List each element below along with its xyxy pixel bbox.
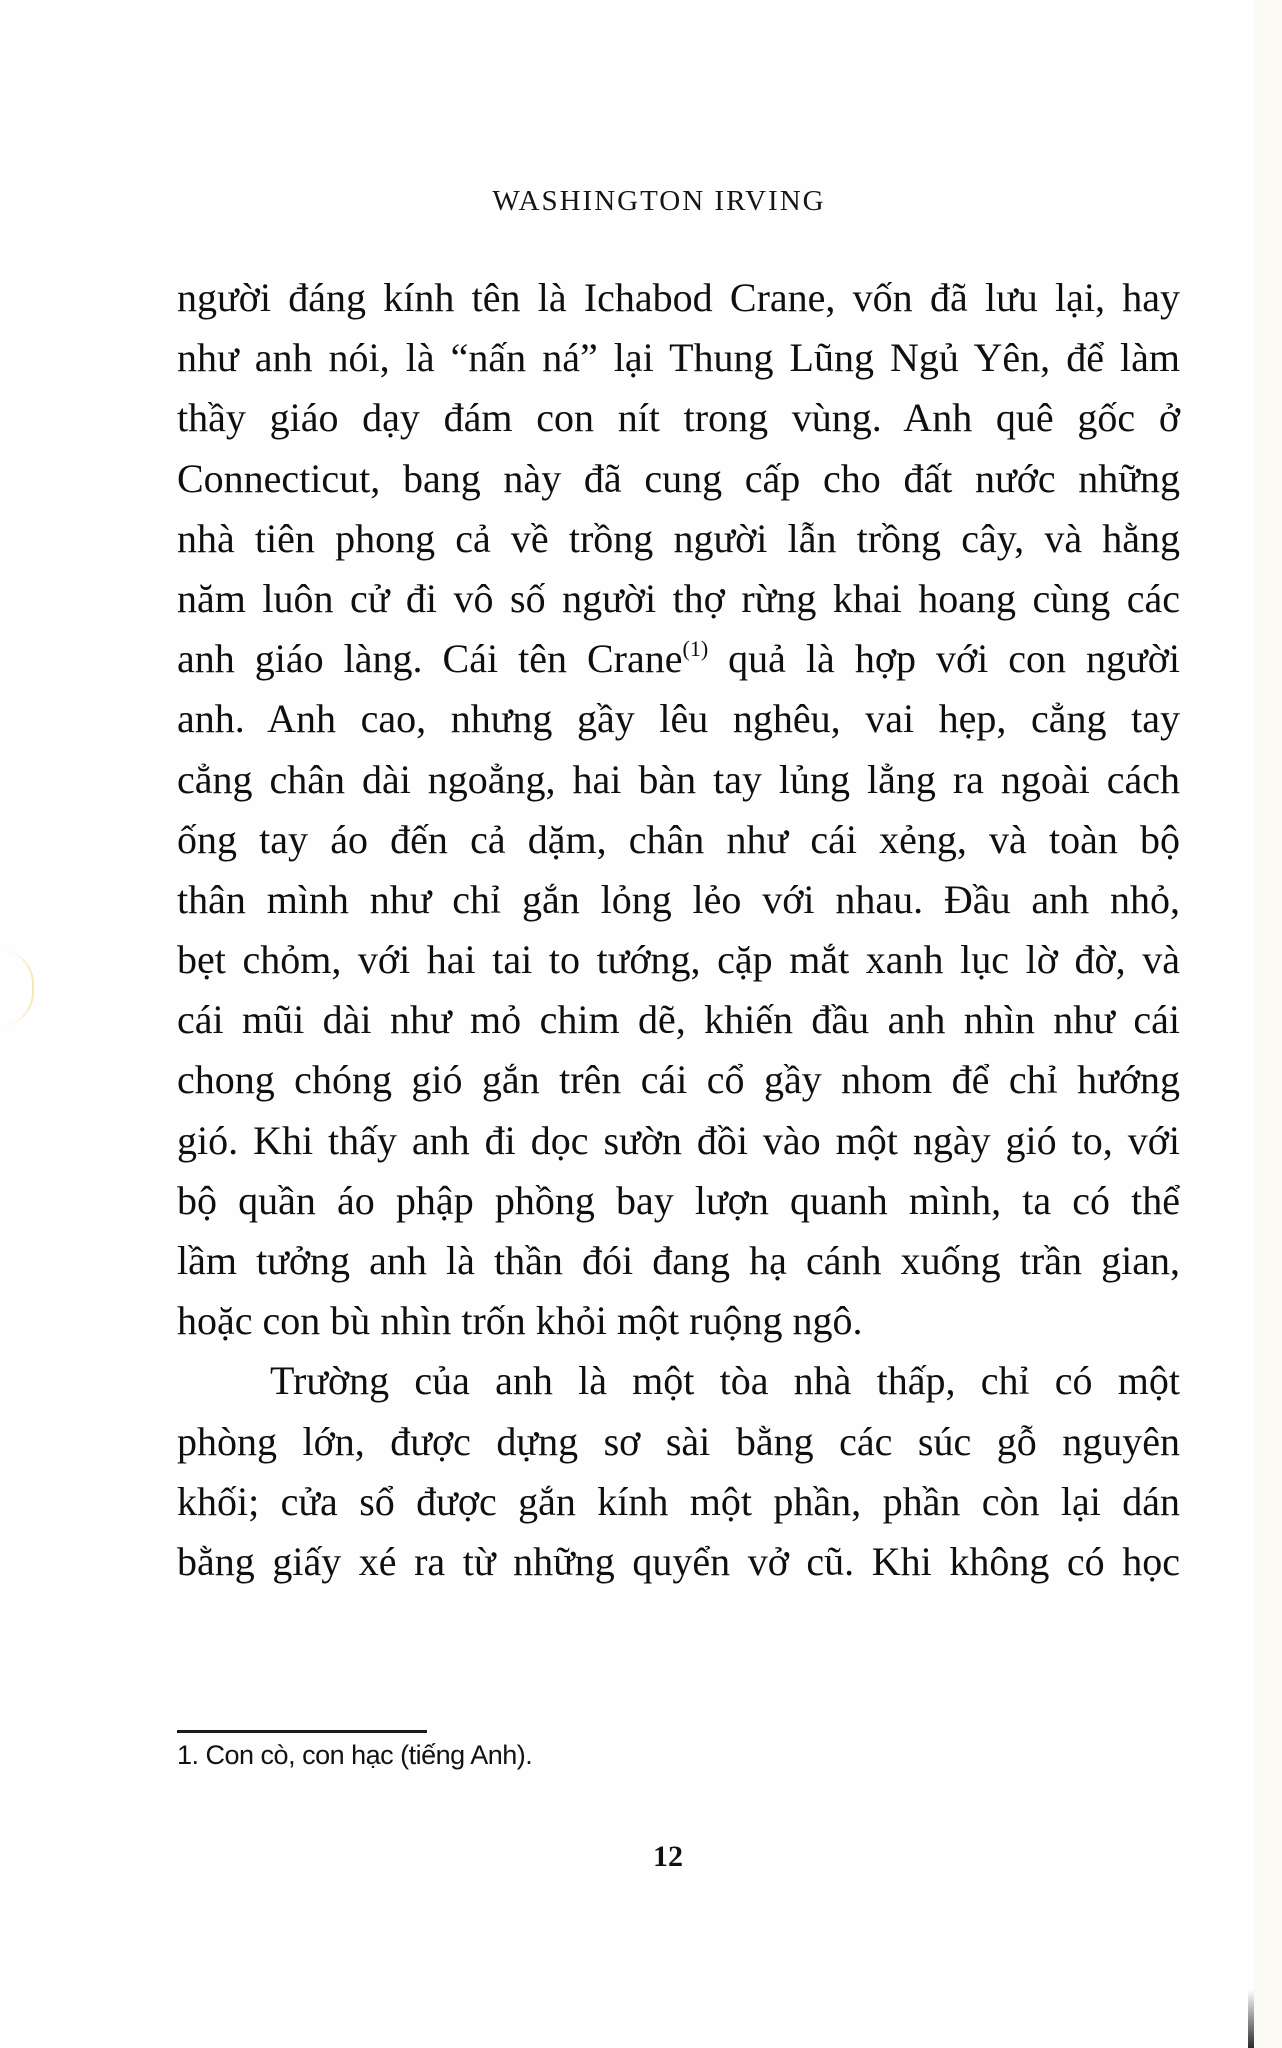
text-line: anh. Anh cao, nhưng gầy lêu nghêu, vai hẹp, cẳng tay: [177, 696, 1180, 742]
footnote-divider: [177, 1730, 427, 1733]
text-line: bộ quần áo phập phồng bay lượn quanh mình, ta có thể: [177, 1177, 1180, 1223]
footnote-reference[interactable]: (1): [682, 636, 709, 662]
text-line: như anh nói, là “nấn ná” lại Thung Lũng Ngủ Yên, để làm: [177, 335, 1180, 381]
text-line-paragraph-start: Trường của anh là một tòa nhà thấp, chỉ có một: [270, 1358, 1180, 1404]
text-line: cẳng chân dài ngoẳng, hai bàn tay lủng lẳng ra ngoài cách: [177, 756, 1180, 802]
text-line: thầy giáo dạy đám con nít trong vùng. Anh quê gốc ở: [177, 395, 1180, 441]
text-line: bằng giấy xé ra từ những quyển vở cũ. Khi không có học: [177, 1538, 1180, 1584]
page-edge-shadow: [1248, 1990, 1254, 2048]
page-edge: [1254, 0, 1282, 2048]
text-line-paragraph-end: hoặc con bù nhìn trốn khỏi một ruộng ngô.: [177, 1298, 863, 1344]
text-line: ống tay áo đến cả dặm, chân như cái xẻng, và toàn bộ: [177, 816, 1180, 862]
paper-stain: [0, 950, 34, 1026]
text-line: Connecticut, bang này đã cung cấp cho đất nước những: [177, 455, 1180, 501]
text-line: người đáng kính tên là Ichabod Crane, vốn đã lưu lại, hay: [177, 275, 1180, 320]
text-line: phòng lớn, được dựng sơ sài bằng các súc gỗ nguyên: [177, 1418, 1180, 1464]
text-line: năm luôn cử đi vô số người thợ rừng khai hoang cùng các: [177, 575, 1180, 621]
text-line: khối; cửa sổ được gắn kính một phần, phần còn lại dán: [177, 1478, 1180, 1524]
running-head: WASHINGTON IRVING: [492, 185, 826, 217]
text-line: lầm tưởng anh là thần đói đang hạ cánh xuống trần gian,: [177, 1238, 1180, 1283]
text-line: cái mũi dài như mỏ chim dẽ, khiến đầu anh nhìn như cái: [177, 997, 1180, 1043]
text-line: bẹt chỏm, với hai tai to tướng, cặp mắt xanh lục lờ đờ, và: [177, 937, 1180, 983]
page-number: 12: [653, 1840, 683, 1873]
text-line: nhà tiên phong cả về trồng người lẫn trồng cây, và hằng: [177, 515, 1180, 561]
text-line: thân mình như chỉ gắn lỏng lẻo với nhau. Đầu anh nhỏ,: [177, 876, 1180, 922]
body-text: [177, 268, 1180, 1592]
text-line: chong chóng gió gắn trên cái cổ gầy nhom để chỉ hướng: [177, 1057, 1180, 1103]
text-line: gió. Khi thấy anh đi dọc sườn đồi vào một ngày gió to, với: [177, 1117, 1180, 1163]
footnote: 1. Con cò, con hạc (tiếng Anh).: [177, 1740, 533, 1770]
text-line-with-footnote-ref: anh giáo làng. Cái tên Crane$^{(1)}$ quả là hợp với con người: [177, 636, 1180, 682]
